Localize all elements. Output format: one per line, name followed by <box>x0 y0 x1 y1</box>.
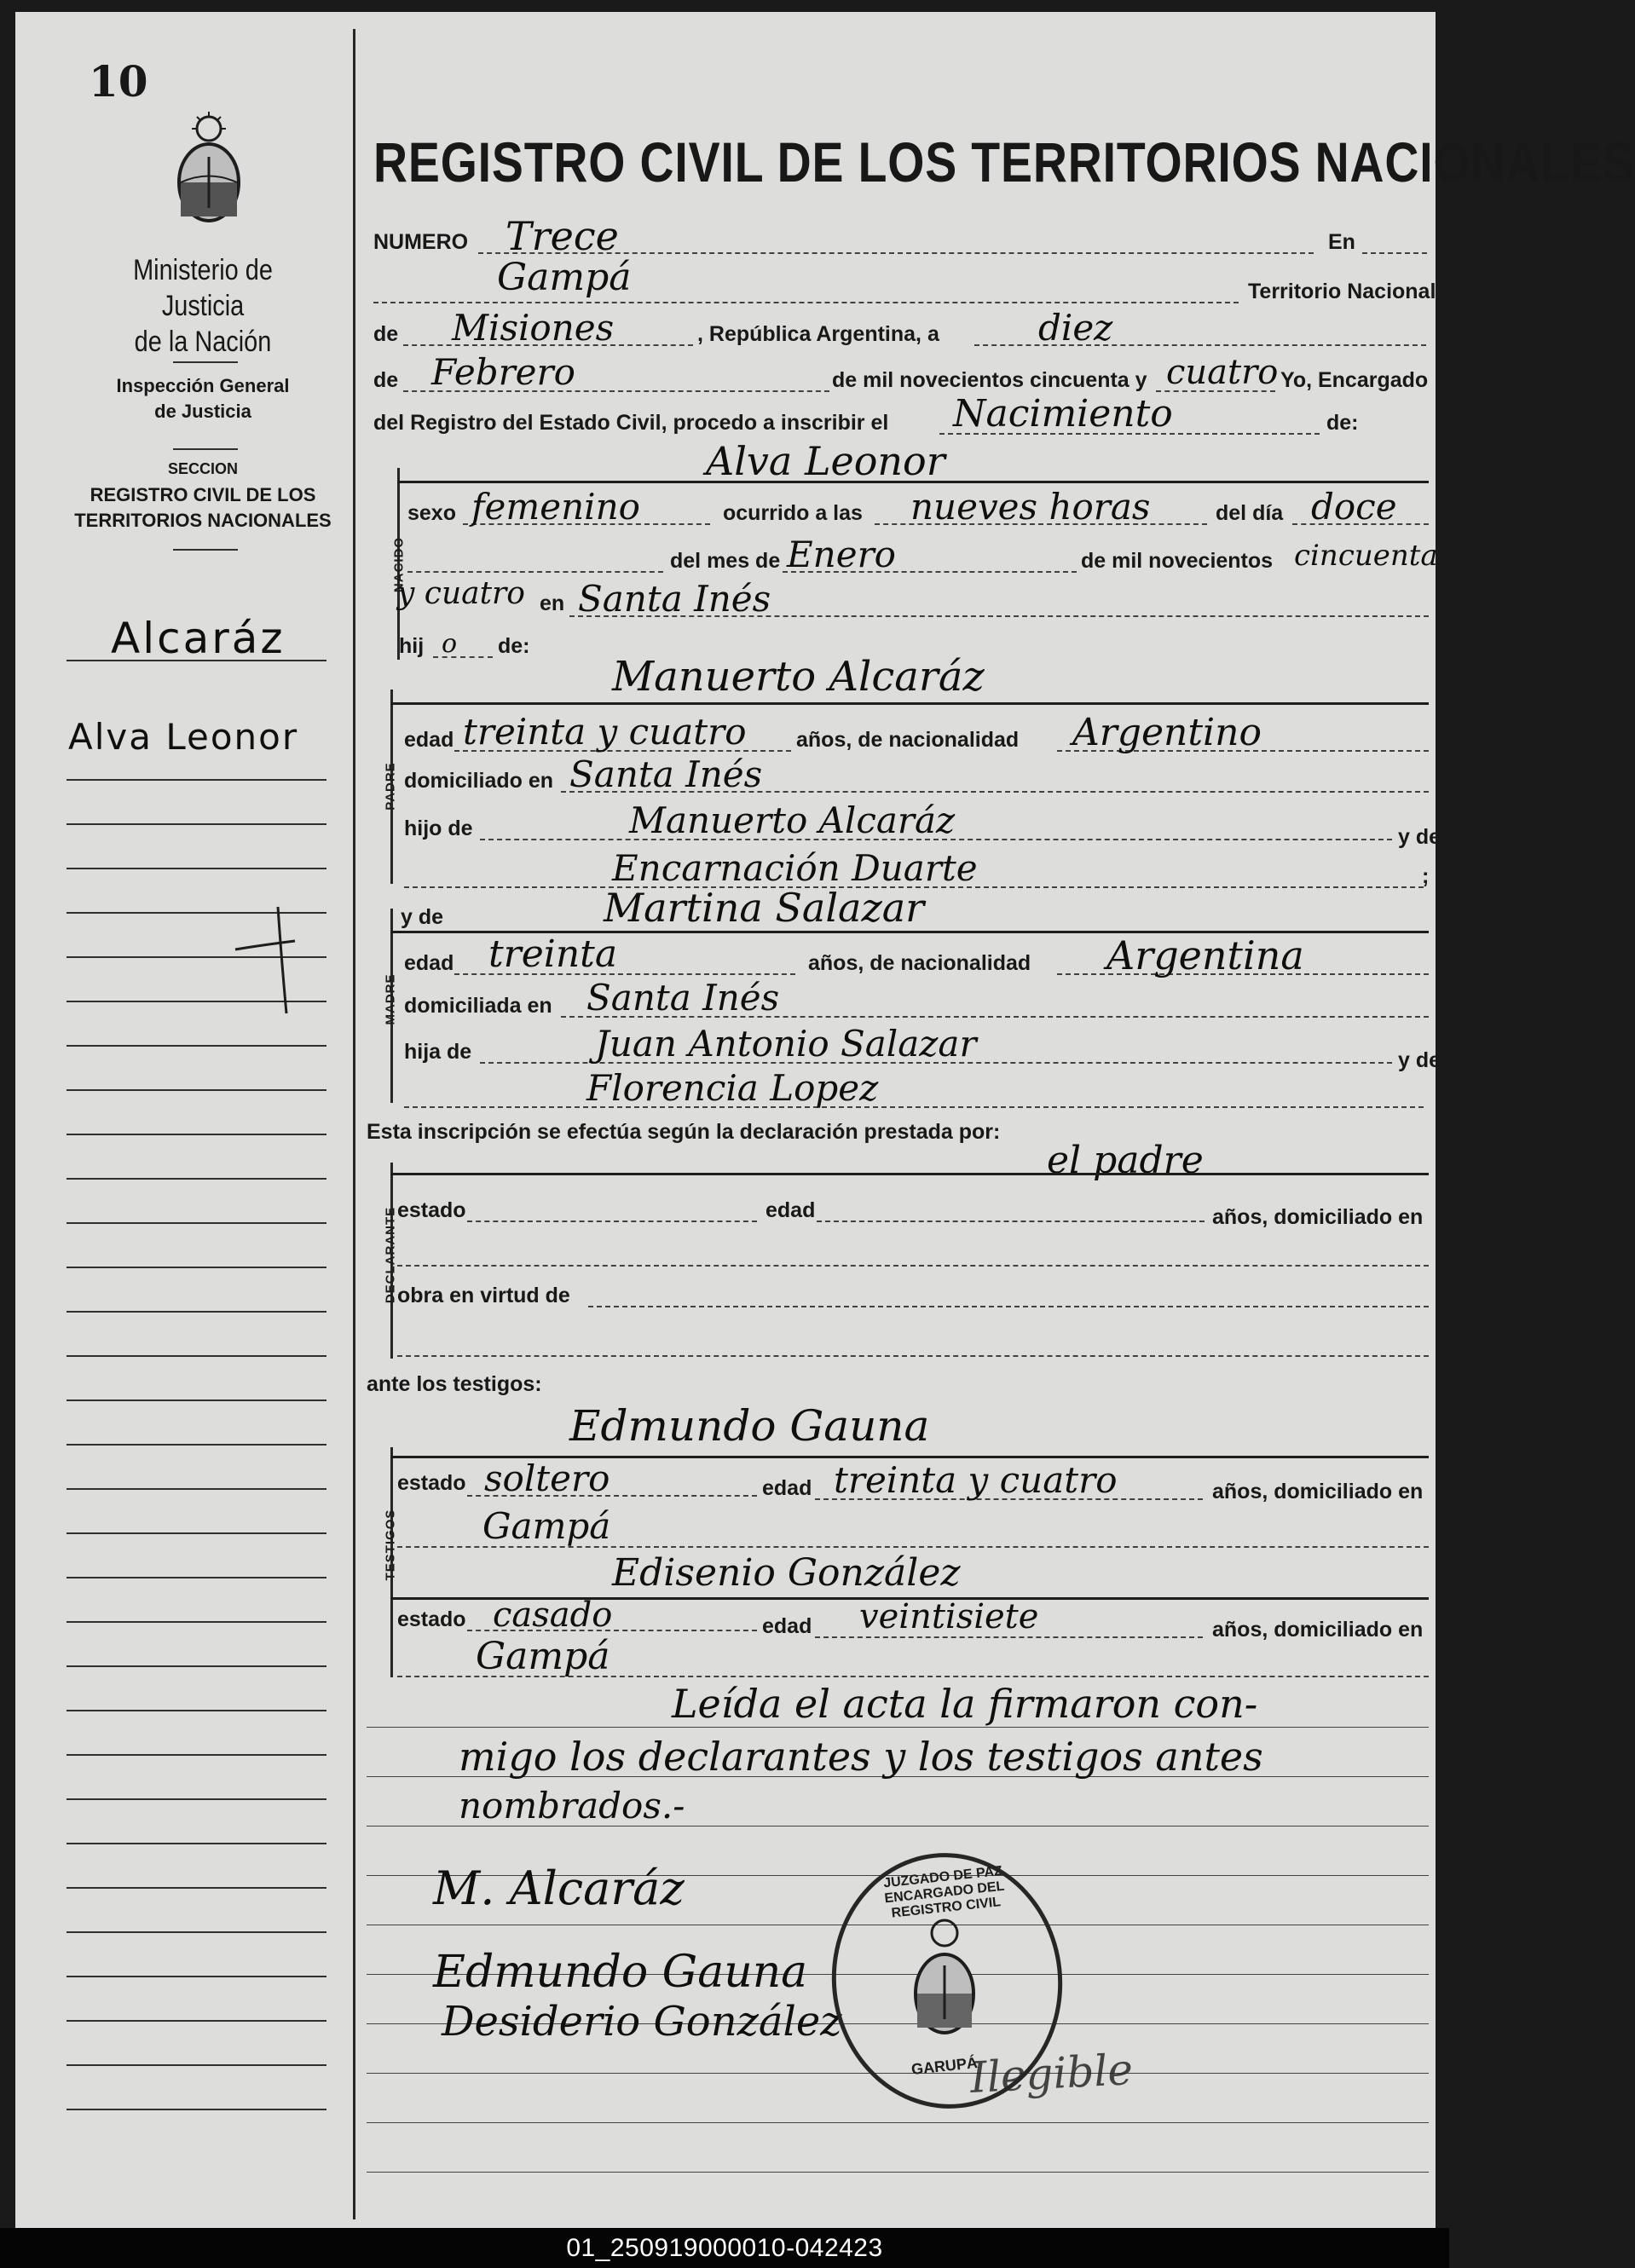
margin-line <box>66 1355 326 1357</box>
witness2-dom-value: Gampá <box>476 1635 610 1678</box>
closing-line-3: nombrados.- <box>459 1785 685 1827</box>
witness1-estado-value: soltero <box>484 1457 610 1499</box>
margin-line <box>66 779 326 781</box>
witness1-name: Edmundo Gauna <box>569 1401 930 1451</box>
nacido-place-value: Santa Inés <box>578 578 771 620</box>
de3-label: de: <box>1326 411 1359 435</box>
margin-line <box>66 2020 326 2022</box>
mes-label: del mes de <box>670 549 781 573</box>
hijo-de-label: de: <box>498 634 530 658</box>
witness1-anos-label: años, domiciliado en <box>1212 1480 1424 1503</box>
margin-line <box>66 660 326 661</box>
ruled-line <box>367 1727 1429 1728</box>
madre-edad-label: edad <box>404 951 454 975</box>
hijo-suffix: o <box>442 629 458 659</box>
declarante-anos-label: años, domiciliado en <box>1212 1205 1424 1229</box>
divider <box>173 361 238 363</box>
hour-value: nueves horas <box>910 486 1151 528</box>
margin-line <box>66 1222 326 1224</box>
del-dia-label: del día <box>1216 501 1284 525</box>
obra-label: obra en virtud de <box>397 1284 570 1307</box>
margin-line <box>66 1399 326 1401</box>
madre-name-value: Martina Salazar <box>604 885 925 931</box>
margin-line <box>66 1843 326 1844</box>
numero-label: NUMERO <box>373 230 469 254</box>
witness1-edad-value: treinta y cuatro <box>834 1459 1118 1501</box>
padre-domicilio-label: domiciliado en <box>404 769 554 793</box>
nacido-en-label: en <box>540 592 565 615</box>
margin-line <box>66 868 326 869</box>
witness2-anos-label: años, domiciliado en <box>1212 1618 1424 1642</box>
margin-line <box>66 2064 326 2066</box>
margin-line <box>66 1045 326 1047</box>
declarante-section-label: DECLARANTE <box>383 1206 398 1304</box>
margin-line <box>66 1267 326 1268</box>
padre-hijo-de-label: hijo de <box>404 817 473 840</box>
padre-anos-label: años, de nacionalidad <box>796 728 1020 752</box>
witness2-edad-label: edad <box>762 1614 812 1638</box>
madre-father-value: Juan Antonio Salazar <box>595 1023 977 1065</box>
margin-line <box>66 1754 326 1756</box>
signature-3: Desiderio González <box>442 1998 842 2046</box>
margin-line <box>66 1311 326 1313</box>
padre-section-label: PADRE <box>383 762 398 811</box>
padre-father-value: Manuerto Alcaráz <box>629 799 956 841</box>
closing-line-2: migo los declarantes y los testigos antes <box>459 1734 1263 1780</box>
testigos-intro: ante los testigos: <box>367 1372 542 1396</box>
margin-names: Alva Leonor <box>68 716 299 758</box>
nacido-section-label: NACIDO <box>391 536 407 593</box>
declarante-edad-label: edad <box>766 1198 816 1222</box>
hijo-label: hij <box>399 634 425 658</box>
madre-domicilio-label: domiciliada en <box>404 994 552 1018</box>
section-label: SECCION <box>167 460 238 477</box>
margin-line <box>66 2109 326 2110</box>
padre-edad-label: edad <box>404 728 454 752</box>
madre-nationality-value: Argentina <box>1106 932 1304 978</box>
margin-line <box>66 1089 326 1091</box>
sheet-number: 10 <box>89 56 148 107</box>
padre-yde-label: y de <box>1398 825 1441 849</box>
margin-line <box>66 1798 326 1800</box>
testigos-section-label: TESTIGOS <box>383 1509 398 1581</box>
margin-line <box>66 1710 326 1711</box>
margin-surname: Alcaráz <box>111 614 286 663</box>
madre-anos-label: años, de nacionalidad <box>808 951 1031 975</box>
madre-mother-value: Florencia Lopez <box>586 1067 879 1109</box>
ruled-line <box>367 2122 1429 2123</box>
margin-line <box>66 1532 326 1534</box>
padre-semicolon: ; <box>1422 864 1430 888</box>
margin-line <box>66 1178 326 1180</box>
act-value: Nacimiento <box>953 392 1173 436</box>
year-label: de mil novecientos cincuenta y <box>832 368 1147 392</box>
madre-yde2-label: y de <box>1398 1048 1441 1072</box>
margin-line <box>66 1134 326 1135</box>
page-title: REGISTRO CIVIL DE LOS TERRITORIOS NACIONALES <box>373 130 1635 193</box>
day-value: diez <box>1038 307 1113 349</box>
declarante-estado-label: estado <box>397 1198 466 1222</box>
signature-1: M. Alcaráz <box>433 1861 685 1915</box>
seal-text-bottom: GARUPÁ <box>910 2053 979 2079</box>
seal-emblem-icon <box>906 1913 983 2040</box>
de-label: de <box>373 322 399 346</box>
padre-name-value: Manuerto Alcaráz <box>612 653 985 701</box>
divider <box>173 549 238 551</box>
yo-label: Yo, Encargado <box>1280 368 1429 392</box>
de2-label: de <box>373 368 399 392</box>
margin-line <box>66 1976 326 1977</box>
witness2-edad-value: veintisiete <box>859 1597 1039 1636</box>
margin-line <box>66 1488 326 1490</box>
sexo-label: sexo <box>407 501 456 525</box>
year-value: cuatro <box>1166 353 1279 392</box>
coat-of-arms-icon <box>170 110 247 229</box>
ministry-line-2: de la Nación <box>134 326 272 358</box>
witness1-edad-label: edad <box>762 1476 812 1500</box>
nacido-year-part1: cincuenta <box>1294 539 1438 573</box>
margin-line <box>66 1444 326 1446</box>
signature-4: Ilegible <box>968 2045 1135 2103</box>
margin-line <box>66 1621 326 1623</box>
ruled-line <box>367 2172 1429 2173</box>
margin-line <box>66 1665 326 1667</box>
madre-edad-value: treinta <box>488 932 618 976</box>
nacido-day-value: doce <box>1311 486 1397 528</box>
ministry-line-1: Ministerio de Justicia <box>133 254 273 322</box>
registro-label: del Registro del Estado Civil, procedo a inscribir el <box>373 411 889 435</box>
witness2-name: Edisenio González <box>612 1551 961 1595</box>
witness2-estado-label: estado <box>397 1607 466 1631</box>
nacido-year-part2: y cuatro <box>397 576 525 611</box>
document-page <box>15 12 1635 2228</box>
territorio-label: Territorio Nacional <box>1248 280 1436 303</box>
nacido-month-value: Enero <box>787 534 896 575</box>
madre-yde-label: y de <box>401 905 444 929</box>
margin-divider <box>353 29 355 2219</box>
section-line-2: TERRITORIOS NACIONALES <box>74 510 332 531</box>
margin-line <box>66 823 326 825</box>
signature-2: Edmundo Gauna <box>433 1947 808 1998</box>
territory-value: Misiones <box>452 307 615 349</box>
numero-value: Trece <box>506 213 619 259</box>
divider <box>173 448 238 450</box>
footer-code: 01_250919000010-042423 <box>0 2228 1449 2268</box>
margin-line <box>66 1887 326 1889</box>
padre-nationality-value: Argentino <box>1072 711 1262 754</box>
witness1-dom-value: Gampá <box>482 1505 611 1547</box>
en-label: En <box>1328 230 1355 254</box>
mil-label: de mil novecientos <box>1081 549 1274 573</box>
ocurrido-label: ocurrido a las <box>723 501 863 525</box>
margin-mark <box>227 898 303 1018</box>
witness1-estado-label: estado <box>397 1471 466 1495</box>
seal-text-top: JUZGADO DE PAZ ENCARGADO DEL REGISTRO CIVIL <box>882 1863 1006 1921</box>
madre-section-label: MADRE <box>383 973 398 1025</box>
nacido-name-value: Alva Leonor <box>706 438 945 484</box>
padre-edad-value: treinta y cuatro <box>463 711 747 753</box>
madre-domicilio-value: Santa Inés <box>586 977 780 1019</box>
declarant-value: el padre <box>1047 1139 1204 1182</box>
place-value: Gampá <box>497 256 632 299</box>
witness2-estado-value: casado <box>493 1596 613 1635</box>
madre-hija-de-label: hija de <box>404 1040 472 1064</box>
inspection-line-1: Inspección General <box>116 375 290 396</box>
republica-label: , República Argentina, a <box>697 322 939 346</box>
month-value: Febrero <box>431 351 575 393</box>
declaracion-text: Esta inscripción se efectúa según la declaración prestada por: <box>367 1120 1001 1144</box>
section-line-1: REGISTRO CIVIL DE LOS <box>90 484 316 505</box>
inspection-line-2: de Justicia <box>154 401 251 422</box>
margin-line <box>66 1577 326 1578</box>
closing-line-1: Leída el acta la firmaron con- <box>672 1681 1258 1727</box>
sexo-value: femenino <box>471 486 640 528</box>
margin-line <box>66 1931 326 1933</box>
padre-domicilio-value: Santa Inés <box>569 753 763 795</box>
padre-mother-value: Encarnación Duarte <box>612 847 978 889</box>
